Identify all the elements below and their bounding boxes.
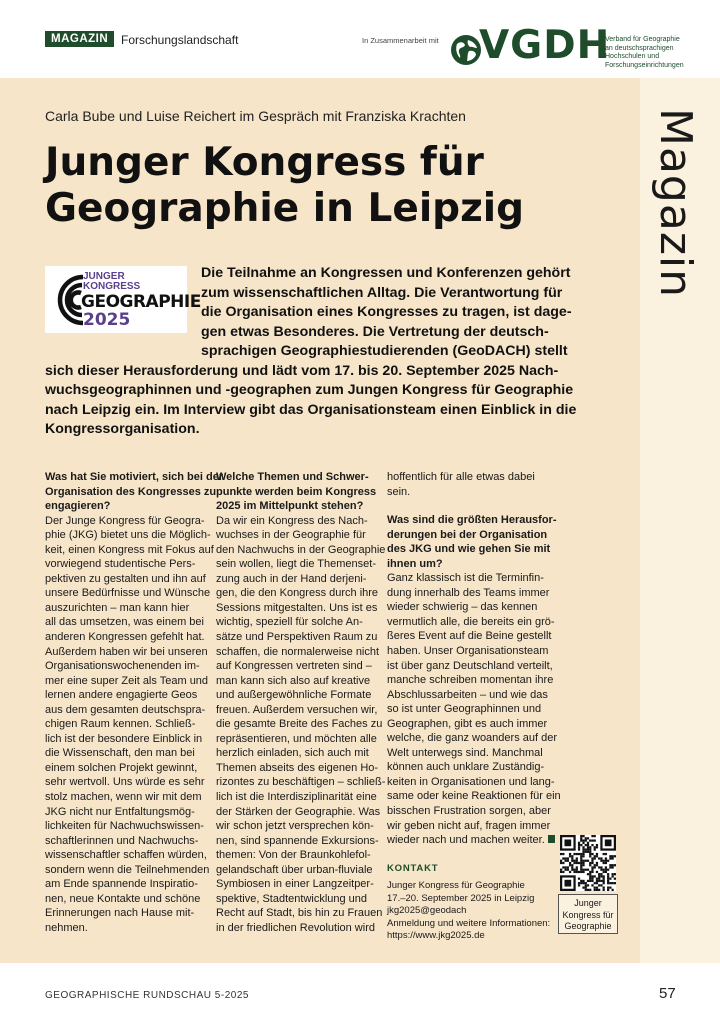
paragraph-gap xyxy=(387,499,545,513)
body-line: Da wir ein Kongress des Nach- xyxy=(216,514,368,527)
qr-code-icon[interactable] xyxy=(560,835,616,891)
jkg-logo xyxy=(45,266,201,333)
body-line: all das umsetzen, was einem bei xyxy=(45,616,204,629)
lead-line: sich dieser Herausforderung und lädt vom 17. bis 20. September 2025 Nach- xyxy=(45,362,559,379)
body-line: keiten in Organisationen und lang- xyxy=(387,775,555,788)
body-line: repräsentieren, und möchten alle xyxy=(216,732,377,745)
body-line: ßeres Event auf die Beine gestellt xyxy=(387,630,552,643)
body-line: sondern wenn die Teilnehmenden xyxy=(45,863,210,876)
journal-footer: GEOGRAPHISCHE RUNDSCHAU 5-2025 xyxy=(45,990,249,1001)
lead-line: Kongressorganisation. xyxy=(45,421,200,437)
body-line: wichtig, speziell für solche An- xyxy=(216,616,363,629)
lead-line: die Organisation eines Kongresses zu tragen, ist dage- xyxy=(201,304,572,320)
kontakt-line: Junger Kongress für Geographie xyxy=(387,880,525,892)
body-line: wissenschaftler schaffen würden, xyxy=(45,849,207,862)
body-line: sein wollen, liegt die Themenset- xyxy=(216,558,376,571)
kontakt-line: Anmeldung und weitere Informationen: xyxy=(387,917,551,929)
body-line: JKG nicht nur Entfaltungsmög- xyxy=(45,805,195,818)
body-line: lichkeiten für Nachwuchswissen- xyxy=(45,820,204,833)
lead-line: nach Leipzig ein. Im Interview gibt das Organisationsteam einen Einblick in die xyxy=(45,401,577,418)
lead-line: Die Teilnahme an Kongressen und Konferenzen gehört xyxy=(201,265,571,281)
body-line: schaffen, die normalerweise nicht xyxy=(216,645,380,658)
column-3 xyxy=(387,470,561,943)
logo-text-junger: JUNGER xyxy=(83,271,125,282)
body-line: wir geben nicht auf, fragen immer xyxy=(387,819,551,832)
body-line: chigen Raum kennen. Schließ- xyxy=(45,718,196,731)
title-line: Geographie in Leipzig xyxy=(45,186,525,231)
body-line: spektive, Stadtentwicklung und xyxy=(216,892,368,905)
logo-text-kongress: KONGRESS xyxy=(83,281,141,292)
lead-line: sprachigen Geographiestudierenden (GeoDACH) stellt xyxy=(201,343,568,359)
vgdh-subtitle xyxy=(605,36,717,70)
body-line: sein. xyxy=(387,485,411,498)
body-line: hoffentlich für alle etwas dabei xyxy=(387,471,535,483)
body-line: und außergewöhnliche Formate xyxy=(216,689,372,702)
body-line: stolz machen, wenn wir mit dem xyxy=(45,791,202,804)
body-line: wir schon jetzt versprechen kön- xyxy=(216,820,374,833)
body-line: der Stärken der Geographie. Was xyxy=(216,805,381,818)
question-line: punkte werden beim Kongress xyxy=(216,485,377,498)
body-line: nehmen. xyxy=(45,921,88,934)
logo-text-year: 2025 xyxy=(83,310,131,330)
body-line: schaftlerinnen und Nachwuchs- xyxy=(45,834,199,847)
lead-line: wuchsgeographinnen und -geographen zum Jungen Kongress für Geographie xyxy=(45,382,574,398)
body-line: Außerdem haben wir bei unseren xyxy=(45,645,208,658)
body-line: dung innerhalb des Teams immer xyxy=(387,586,550,599)
body-line: zung auch in der Hand derjeni- xyxy=(216,572,367,585)
body-line: herzlich einladen, sich auch mit xyxy=(216,747,369,760)
question-line: des JKG und wie gehen Sie mit xyxy=(387,543,551,556)
body-line: die gesamte Breite des Faches zu xyxy=(216,718,383,731)
question-line: ihnen um? xyxy=(387,557,443,570)
qr-caption-line: Junger xyxy=(574,898,602,908)
authors-line: Carla Bube und Luise Reichert im Gespräch mit Franziska Krachten xyxy=(45,108,466,124)
body-line: auf Kongressen vertreten sind – xyxy=(216,660,372,673)
page-number: 57 xyxy=(659,985,676,1002)
body-line: phie (JKG) bietet uns die Möglich- xyxy=(45,529,211,542)
body-line: Abschlussarbeiten – und wie das xyxy=(387,688,548,701)
vgdh-logo-text: VGDH xyxy=(479,23,611,68)
body-line: so ist unter Geographinnen und xyxy=(387,703,542,716)
body-line: lernen andere engagierte Geos xyxy=(45,689,198,702)
body-line: unsere Bedürfnisse und Wünsche xyxy=(45,587,211,600)
question-line: Was hat Sie motiviert, sich bei der xyxy=(45,471,224,483)
body-line: können auch unklare Zuständig- xyxy=(387,761,545,774)
vgdh-subtitle-line: Verband für Geographie xyxy=(605,36,680,43)
body-line: einem solchen Projekt gewinnt, xyxy=(45,761,198,774)
question-line: derungen bei der Organisation xyxy=(387,528,548,541)
lead-line: gen etwas Besonderes. Die Vertretung der deutsch- xyxy=(201,323,549,340)
body-line: mer eine super Zeit als Team und xyxy=(45,674,209,687)
body-line: am Ende spannende Inspiratio- xyxy=(45,878,198,891)
question-line: Was sind die größten Herausfor- xyxy=(387,514,557,527)
body-line: bisschen Frustration sorgen, aber xyxy=(387,805,551,818)
body-line: ist über ganz Deutschland verteilt, xyxy=(387,659,553,672)
body-line: gelandschaft über urban-fluviale xyxy=(216,863,373,876)
kontakt-heading: KONTAKT xyxy=(387,862,439,874)
body-line: manche schreiben momentan ihre xyxy=(387,674,554,687)
kontakt-line: 17.–20. September 2025 in Leipzig xyxy=(387,892,535,904)
body-line: anderen Kongressen gefehlt hat. xyxy=(45,631,205,644)
globe-icon xyxy=(450,34,482,66)
body-line: Symbiosen in einer Langzeitper- xyxy=(216,878,374,891)
question-line: Organisation des Kongresses zu xyxy=(45,485,217,498)
column-1 xyxy=(45,470,224,936)
vgdh-subtitle-line: an deutschsprachigen xyxy=(605,44,674,52)
vgdh-subtitle-line: Hochschulen und xyxy=(605,53,660,61)
body-line: same oder keine Reaktionen für ein xyxy=(387,790,561,803)
body-line: Organisationswochenenden im- xyxy=(45,660,200,673)
body-line: lich ist die Interdisziplinarität eine xyxy=(216,791,377,804)
body-line: sehr wertvoll. Uns würde es sehr xyxy=(45,776,205,789)
body-line: sätze und Perspektiven Raum zu xyxy=(216,631,378,644)
kontakt-link[interactable]: https://www.jkg2025.de xyxy=(387,930,485,942)
end-mark-icon xyxy=(548,835,555,843)
body-line: Themen abseits des eigenen Ho- xyxy=(216,761,379,774)
body-line: in der friedlichen Revolution wird xyxy=(216,921,375,934)
body-line: themen: Von der Braunkohlefol- xyxy=(216,849,371,862)
body-line: welche, die ganz woanders auf der xyxy=(387,732,557,745)
body-line: wieder schwierig – das kennen xyxy=(387,601,538,614)
body-line: pektiven zu gestalten und ihn auf xyxy=(45,572,206,585)
body-line: nen, sind spannende Exkursions- xyxy=(216,834,379,847)
body-line: wuchses in der Geographie für xyxy=(216,529,366,542)
question-line: 2025 im Mittelpunkt stehen? xyxy=(216,500,364,513)
paragraph-gap xyxy=(387,848,545,862)
body-line: nen, neue Kontakte und schöne xyxy=(45,892,201,905)
article-title xyxy=(45,140,605,232)
body-line: Erinnerungen nach Hause mit- xyxy=(45,907,195,920)
body-line: Sessions mitgestalten. Uns ist es xyxy=(216,601,378,614)
body-line: die Wissenschaft, den man bei xyxy=(45,747,195,760)
lead-line: zum wissenschaftlichen Alltag. Die Verantwortung für xyxy=(201,284,563,301)
body-line: vermutlich alle, die bereits ein grö- xyxy=(387,615,555,628)
vgdh-subtitle-line: Forschungseinrichtungen xyxy=(605,61,684,69)
kontakt-box xyxy=(387,880,551,943)
body-line: Der Junge Kongress für Geogra- xyxy=(45,514,205,527)
question-line: Welche Themen und Schwer- xyxy=(216,471,369,483)
qr-caption-line: Geographie xyxy=(564,921,612,931)
kontakt-line[interactable]: jkg2025@geodach xyxy=(387,905,467,917)
column-2 xyxy=(216,470,386,936)
body-line: man kann sich also auf kreative xyxy=(216,674,371,687)
cooperation-note: In Zusammenarbeit mit xyxy=(362,36,439,45)
body-line: Geographen, gibt es auch immer xyxy=(387,717,548,730)
body-line: aus dem gesamten deutschspra- xyxy=(45,703,206,716)
qr-caption-line: Kongress für xyxy=(562,909,614,920)
body-line: vorwiegend studentische Pers- xyxy=(45,558,196,571)
qr-caption xyxy=(558,894,618,934)
page-header xyxy=(0,0,720,78)
body-line: haben. Unser Organisationsteam xyxy=(387,645,549,658)
body-line: gen, die den Kongress durch ihre xyxy=(216,587,379,600)
body-line: auszurichten – man kann hier xyxy=(45,601,190,614)
body-line: freuen. Außerdem versuchen wir, xyxy=(216,703,378,716)
magazin-tag: MAGAZIN xyxy=(45,31,114,47)
side-label-text: Magazin xyxy=(650,108,701,299)
body-line: Ganz klassisch ist die Terminfin- xyxy=(387,572,544,585)
body-line: den Nachwuchs in der Geographie xyxy=(216,543,386,556)
logo-text-geographie: GEOGRAPHIE xyxy=(81,292,201,312)
body-line: keit, einen Kongress mit Fokus auf xyxy=(45,543,214,556)
body-line: Recht auf Stadt, bis hin zu Frauen xyxy=(216,907,383,920)
body-line: lich ist der besondere Einblick in xyxy=(45,732,203,745)
body-line: wieder nach und machen weiter. xyxy=(387,833,545,848)
body-line: Welt unterwegs sind. Manchmal xyxy=(387,746,543,759)
title-line: Junger Kongress für xyxy=(45,140,484,185)
question-line: engagieren? xyxy=(45,500,111,513)
body-line: rizontes zu beschäftigen – schließ- xyxy=(216,776,386,789)
side-label xyxy=(633,108,713,299)
section-name: Forschungslandschaft xyxy=(121,33,239,47)
